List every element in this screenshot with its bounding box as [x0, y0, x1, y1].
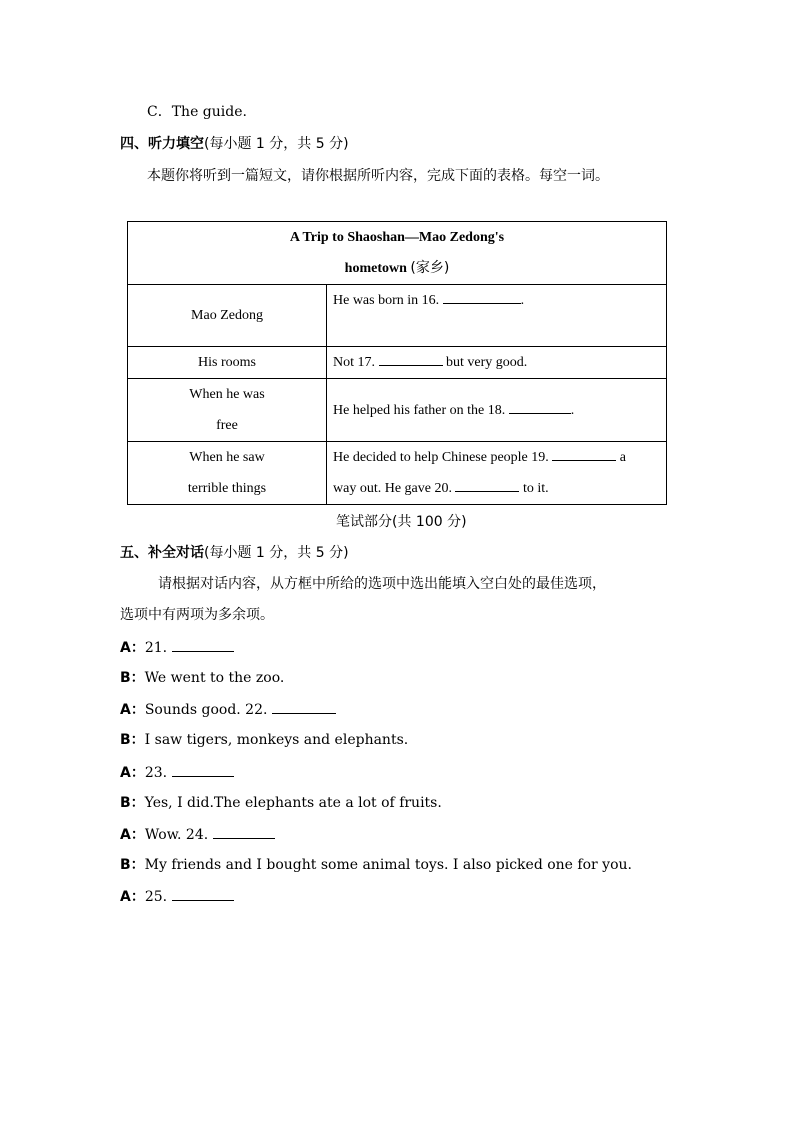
table-row — [128, 285, 667, 347]
row-16-text: He was born in 16. — [333, 293, 440, 308]
row-17-text: Not 17. — [333, 355, 375, 370]
section-4-heading — [120, 134, 349, 154]
dialogue-line — [120, 855, 632, 875]
table-row — [128, 442, 667, 505]
row-18-left-2: free — [216, 418, 238, 433]
dialogue-line — [120, 637, 234, 658]
row-19-line-2 — [333, 473, 660, 504]
row-19-line-1 — [333, 442, 660, 473]
dialogue-line — [120, 699, 336, 720]
dialogue-text: Sounds good. 22. — [144, 702, 268, 718]
table-title-line-1: A Trip to Shaoshan—Mao Zedong's — [289, 230, 505, 245]
table-cell-left: His rooms — [128, 347, 327, 379]
row-20-rest: to it. — [522, 481, 549, 496]
dialogue-line — [120, 824, 275, 845]
dialogue-line — [120, 762, 234, 783]
option-c-text: C．The guide. — [147, 104, 247, 120]
table-cell-left — [128, 442, 327, 505]
row-18-left-1: When he was — [189, 387, 265, 402]
section-5-score: (每小题 1 分，共 5 分) — [204, 545, 349, 561]
speaker: A： — [120, 765, 145, 781]
section-5-instruction-1: 请根据对话内容，从方框中所给的选项中选出能填入空白处的最佳选项， — [158, 576, 606, 592]
table-cell-left — [128, 379, 327, 442]
section-5-instruction-2: 选项中有两项为多余项。 — [120, 607, 274, 623]
dialogue-line — [120, 793, 442, 813]
dialogue-text: Yes, I did.The elephants ate a lot of fruits. — [144, 795, 442, 811]
table-title-note: (家乡) — [410, 260, 450, 276]
table-title — [128, 222, 667, 285]
dialogue-text: I saw tigers, monkeys and elephants. — [144, 732, 409, 748]
row-19-left-2: terrible things — [187, 481, 267, 496]
row-18-period: . — [570, 402, 575, 418]
dialogue-text: Wow. 24. — [144, 827, 209, 843]
blank-18[interactable] — [509, 399, 571, 414]
section-4-instruction: 本题你将听到一篇短文，请你根据所听内容，完成下面的表格。每空一词。 — [147, 168, 609, 184]
table-cell-left: Mao Zedong — [128, 285, 327, 347]
dialogue-line — [120, 668, 284, 688]
blank-23[interactable] — [172, 762, 234, 777]
dialogue-line — [120, 730, 408, 750]
blank-16[interactable] — [443, 289, 521, 304]
row-20-text: way out. He gave 20. — [333, 481, 452, 496]
blank-24[interactable] — [213, 824, 275, 839]
table-row — [128, 347, 667, 379]
speaker: A： — [120, 827, 145, 843]
speaker: B： — [120, 670, 145, 686]
blank-22[interactable] — [272, 699, 336, 714]
blank-19[interactable] — [552, 446, 616, 461]
blank-25[interactable] — [172, 886, 234, 901]
speaker: A： — [120, 702, 145, 718]
table-cell-right — [327, 442, 667, 505]
speaker: A： — [120, 889, 145, 905]
row-19-text: He decided to help Chinese people 19. — [333, 450, 549, 465]
table-title-hometown: hometown — [344, 261, 407, 276]
table-cell-right — [327, 379, 667, 442]
speaker: A： — [120, 640, 145, 656]
table-cell-right — [327, 347, 667, 379]
dialogue-text: My friends and I bought some animal toys. I also picked one for you. — [144, 857, 632, 873]
speaker: B： — [120, 795, 145, 811]
written-part-title: 笔试部分(共 100 分) — [336, 514, 467, 530]
trip-table — [127, 221, 667, 505]
section-4-title: 四、听力填空 — [120, 136, 204, 152]
row-16-period: . — [520, 293, 525, 308]
section-4-score: (每小题 1 分，共 5 分) — [204, 136, 349, 152]
blank-17[interactable] — [379, 351, 443, 366]
row-18-text: He helped his father on the 18. — [333, 402, 506, 418]
dialogue-text: 23. — [144, 765, 168, 781]
speaker: B： — [120, 857, 145, 873]
table-cell-right — [327, 285, 667, 347]
blank-21[interactable] — [172, 637, 234, 652]
speaker: B： — [120, 732, 145, 748]
section-5-heading — [120, 543, 349, 563]
table-row — [128, 379, 667, 442]
table-title-line-2 — [134, 253, 660, 284]
dialogue-line — [120, 886, 234, 907]
dialogue-text: 25. — [144, 889, 168, 905]
section-5-title: 五、补全对话 — [120, 545, 204, 561]
option-c — [147, 102, 247, 122]
blank-20[interactable] — [455, 477, 519, 492]
row-17-rest: but very good. — [446, 355, 528, 370]
dialogue-text: 21. — [144, 640, 168, 656]
dialogue-text: We went to the zoo. — [144, 670, 285, 686]
row-19-a: a — [619, 450, 626, 465]
row-19-left-1: When he saw — [189, 450, 265, 465]
